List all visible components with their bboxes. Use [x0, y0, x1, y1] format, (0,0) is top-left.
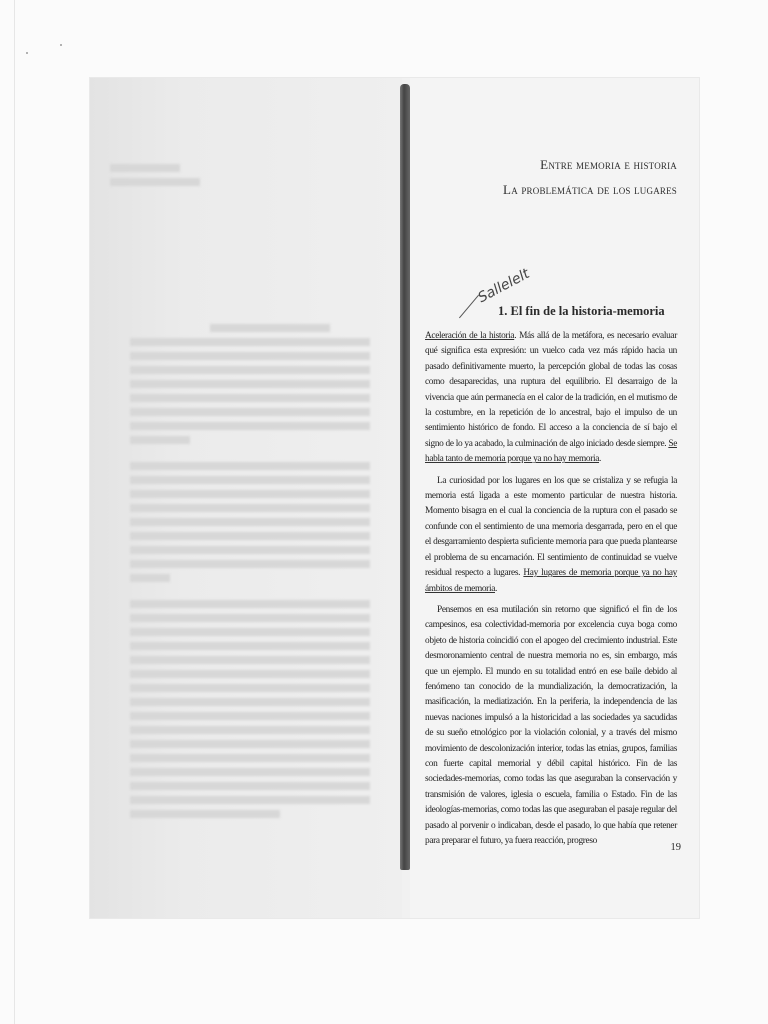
book-gutter-shadow — [400, 84, 410, 870]
text-run: . — [495, 583, 497, 594]
scanned-book-spread — [90, 78, 699, 918]
running-header — [503, 152, 677, 202]
scan-speck — [26, 52, 28, 54]
section-title: 1. El fin de la historia-memoria — [498, 304, 665, 318]
text-run: . — [599, 454, 601, 465]
header-line-2: La problemática de los lugares — [503, 182, 677, 197]
header-line-1: Entre memoria e historia — [540, 157, 677, 172]
handwritten-stroke — [459, 295, 479, 319]
underlined-phrase: Se habla tanto de memoria porque ya no hay memoria — [425, 438, 677, 465]
right-page — [410, 78, 699, 918]
text-run: La curiosidad por los lugares en los que se cristaliza y se refugia la memoria está ligada a este momento particular de nuestra historia. Momento bisagra en el cual la conciencia de la ruptura con el pasado se confunde con el sentimiento de una memoria desgarrada, pero en el que el desgarramiento despierta suficiente memoria para que pueda plantearse el problema de su encarnación. El sentimiento de continuidad se vuelve residual respecto a lugares. — [425, 475, 677, 579]
scan-edge — [14, 0, 15, 1024]
underlined-phrase: Aceleración de la historia — [425, 331, 515, 341]
underlined-phrase: Hay lugares de memoria porque ya no hay ámbitos de memoria — [425, 568, 677, 594]
paragraph — [425, 474, 677, 597]
scan-speck — [60, 44, 62, 46]
handwritten-annotation: Sallelelt — [475, 265, 533, 307]
text-run: . Más allá de la metáfora, es necesario evaluar qué significa esta expresión: un vuelco cada vez más rápido hacia un pasado definitivamente muerto, la percepción global de todas las cosas como desaparecidas, una ruptura del equilibrio. El desarraigo de la vivencia que aún permanecía en el calor de la tradición, en el mutismo de la costumbre, en la repetición de lo ancestral, bajo el impulso de un sentimiento histórico de fondo. El acceso a la conciencia de sí bajo el signo de lo ya acabado, la culminación de algo iniciado desde siempre. — [425, 331, 677, 449]
paragraph — [425, 603, 677, 850]
paragraph — [425, 329, 677, 468]
page-number: 19 — [670, 842, 681, 853]
left-page-faded — [90, 78, 402, 918]
body-text — [425, 329, 677, 849]
ghost-text-block — [110, 158, 230, 192]
ghost-text-block — [130, 318, 370, 824]
text-run: Pensemos en esa mutilación sin retorno que significó el fin de los campesinos, esa colectividad-memoria por excelencia cuya boga como objeto de historia coincidió con el apogeo del crecimiento industrial. Este desmoronamiento central de nuestra memoria no es, sin embargo, más que un ejemplo. El mundo en su totalidad entró en ese baile debido al fenómeno tan conocido de la mundialización, la democratización, la masificación, la mediatización. En la periferia, la independencia de las nuevas naciones impulsó a la historicidad a las sociedades ya sacudidas de su sueño etnológico por la violación colonial, y a través del mismo movimiento de descolonización interior, todas las etnias, grupos, familias con fuerte capital memorial y débil capital histórico. Fin de las sociedades-memorias, como todas las que aseguraban la conservación y transmisión de valores, iglesia o escuela, familia o Estado. Fin de las ideologías-memorias, como todas las que aseguraban el pasaje regular del pasado al porvenir o indicaban, desde el pasado, lo que había que retener para preparar el futuro, ya fuera reacción, progreso — [425, 604, 677, 846]
